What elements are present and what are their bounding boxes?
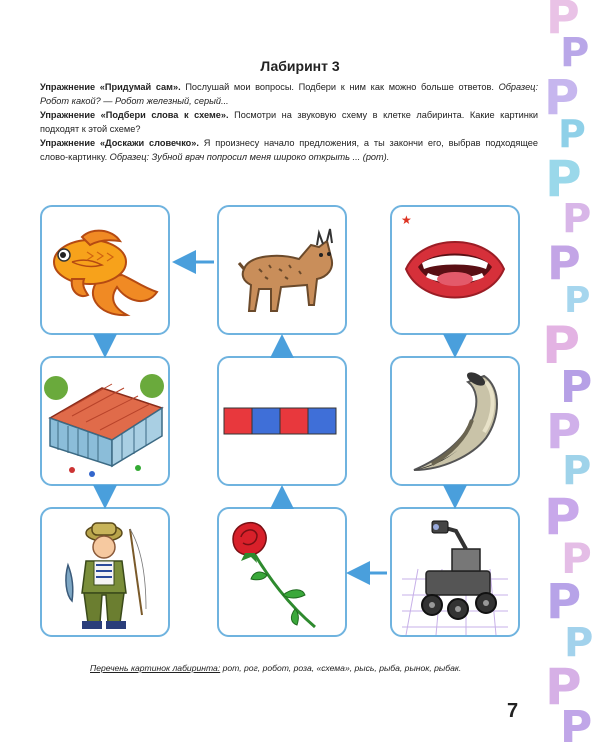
page-title: Лабиринт 3 <box>260 58 340 74</box>
decorative-letter-strip: P P P P P P P P P P P P P P P P P P <box>542 0 594 750</box>
exercise-3: Упражнение «Доскажи словечко». Я произнесу начало предложения, а ты закончи его, выбрав подходящее слово-картинку. Образец: Зубной врач попросил меня широко открыть ... (рот). <box>40 138 538 162</box>
page-number: 7 <box>507 700 519 722</box>
exercise-1: Упражнение «Придумай сам». Послушай мои вопросы. Подбери к ним как можно больше ответов. Образец: Робот какой? — Робот железный, серый... <box>40 82 538 106</box>
start-star-icon: ★ <box>401 213 412 227</box>
picture-list: Перечень картинок лабиринта: рот, рог, робот, роза, «схема», рысь, рыба, рынок, рыбак. <box>90 663 462 673</box>
exercise-2: Упражнение «Подбери слова к схеме». Посмотри на звуковую схему в клетке лабиринта. Какие картинки подходят к этой схеме? <box>40 110 538 134</box>
